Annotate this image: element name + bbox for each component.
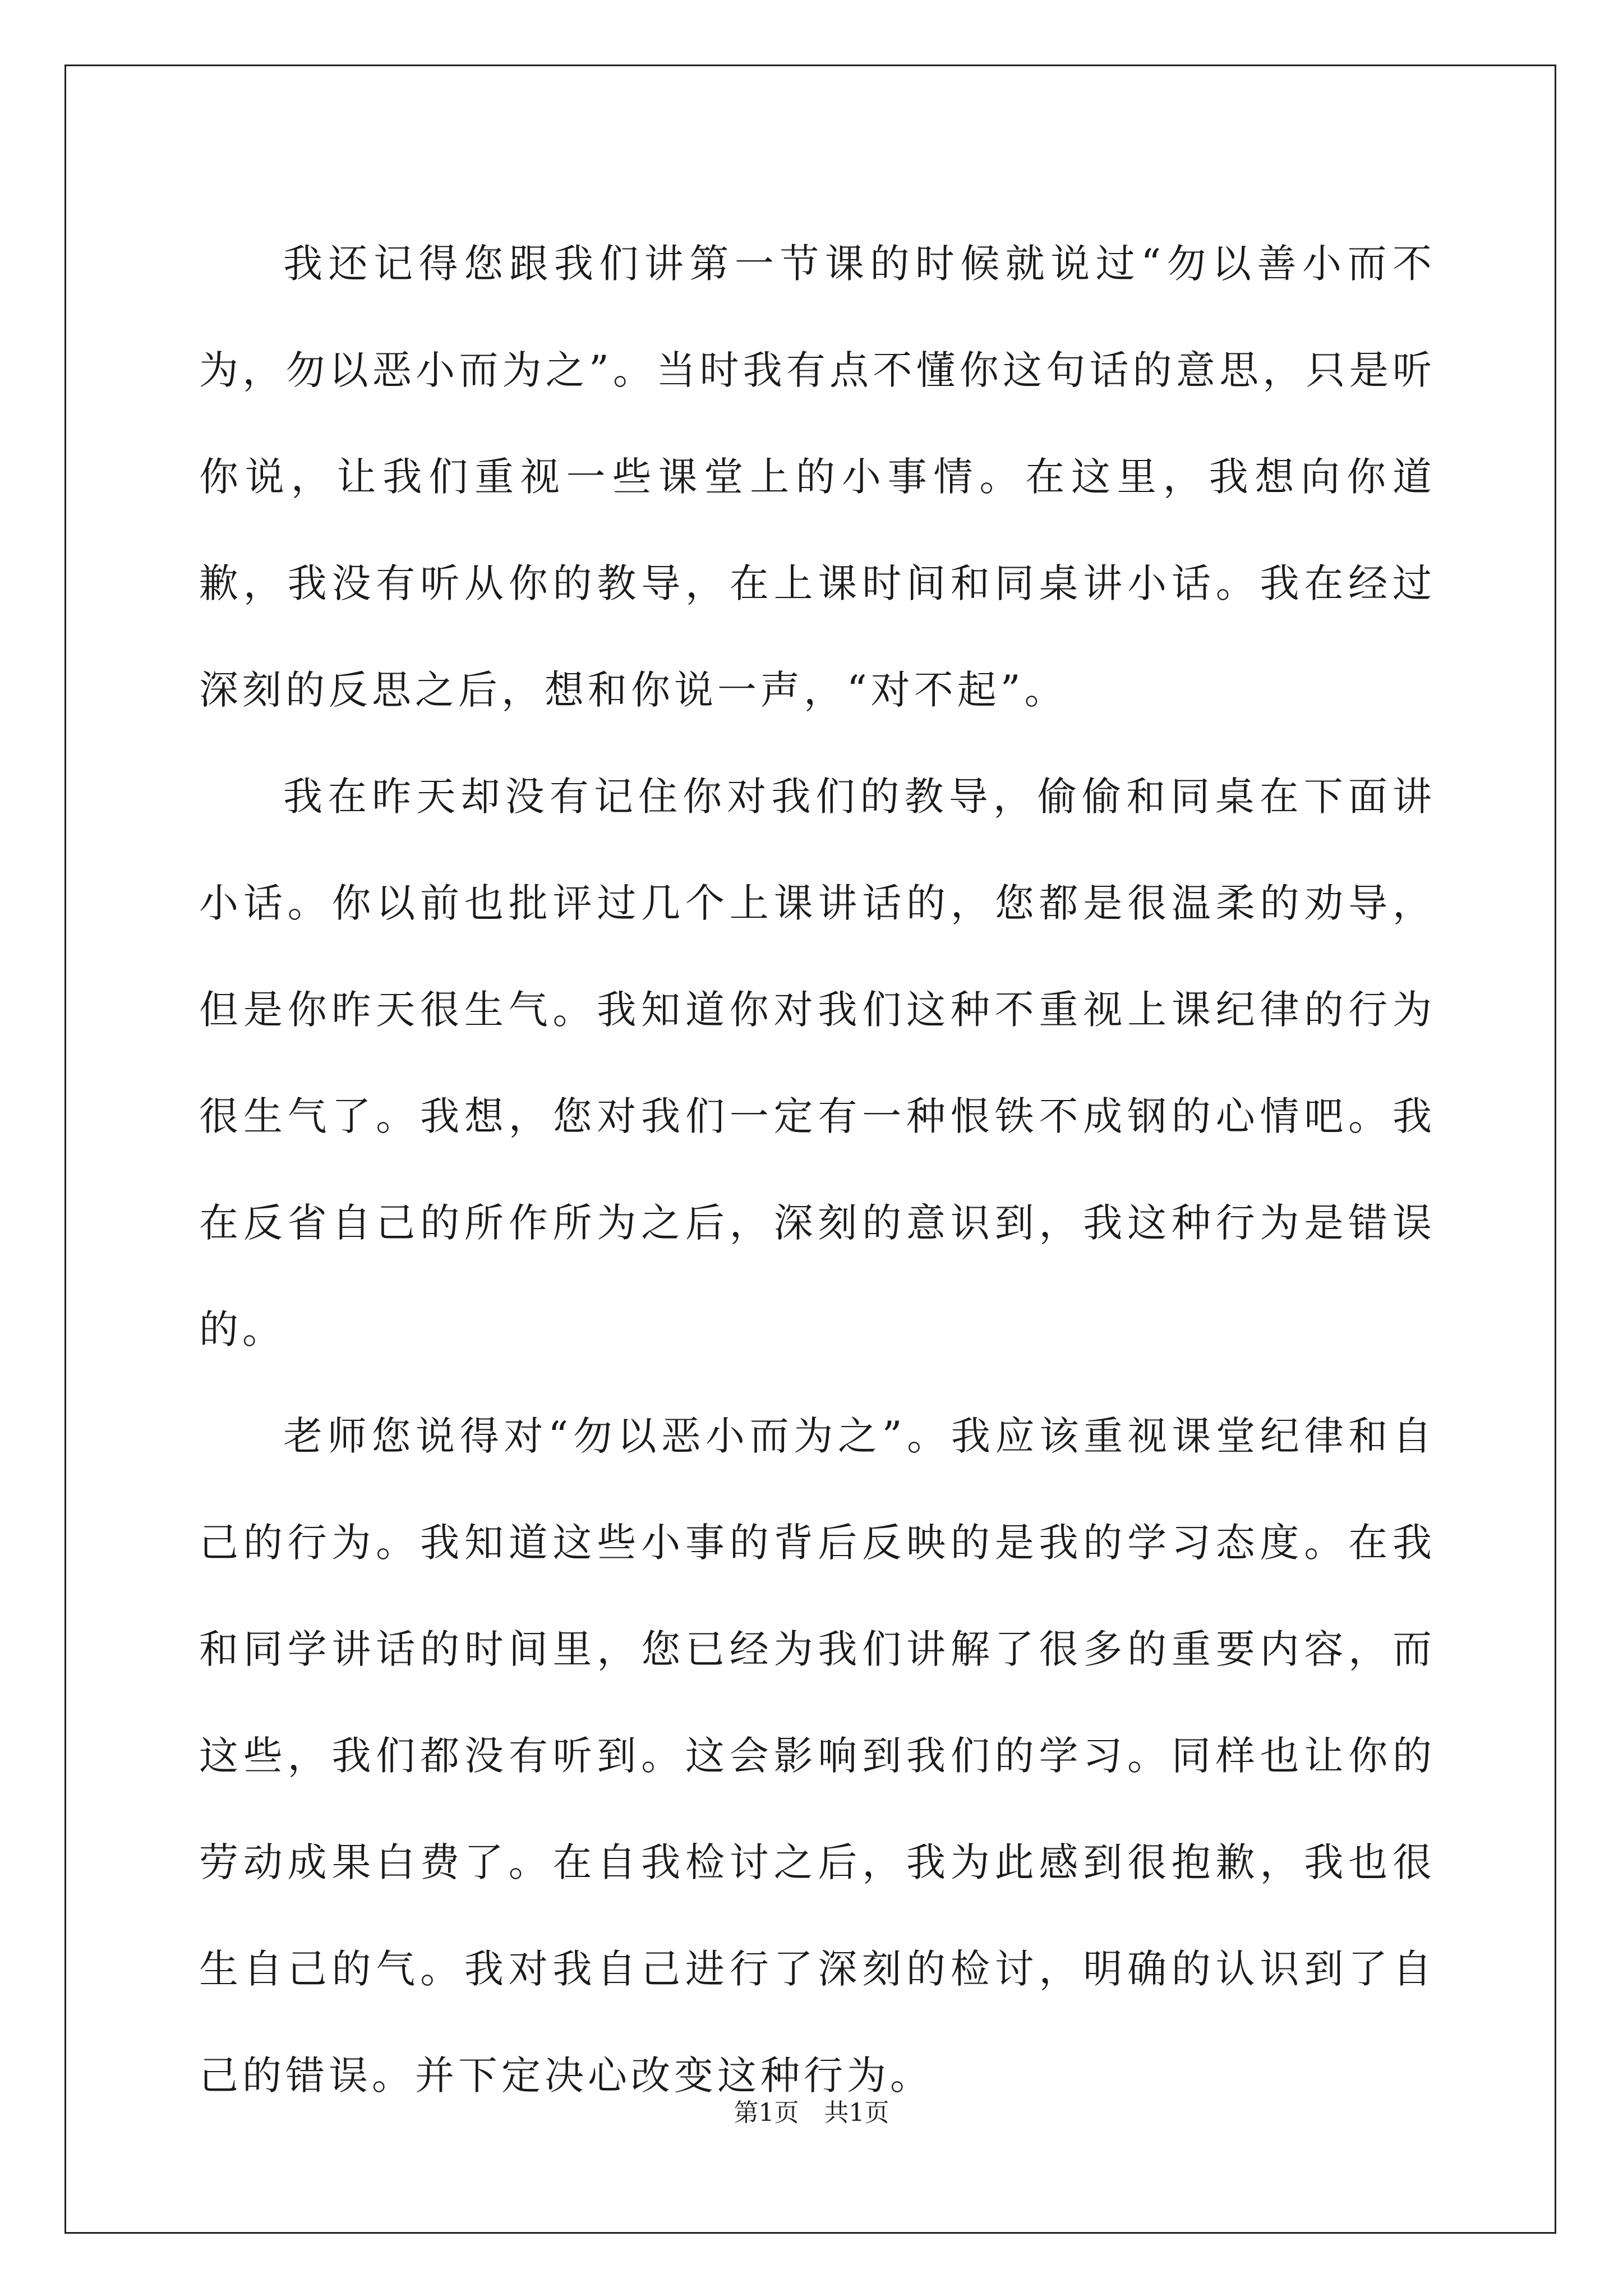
paragraph-1: 我还记得您跟我们讲第一节课的时候就说过“勿以善小而不为，勿以恶小而为之”。当时我有点不懂你这句话的意思，只是听你说，让我们重视一些课堂上的小事情。在这里，我想向你道歉，我没有听从你的教导，在上课时间和同桌讲小话。我在经过深刻的反思之后，想和你说一声，“对不起”。 bbox=[199, 241, 1436, 713]
paragraph-3: 老师您说得对“勿以恶小而为之”。我应该重视课堂纪律和自己的行为。我知道这些小事的背后反映的是我的学习态度。在我和同学讲话的时间里，您已经为我们讲解了很多的重要内容，而这些，我们都没有听到。这会影响到我们的学习。同样也让你的劳动成果白费了。在自我检讨之后，我为此感到很抱歉，我也很生自己的气。我对我自己进行了深刻的检讨，明确的认识到了自己的错误。并下定决心改变这种行为。 bbox=[199, 1413, 1436, 2099]
document-body bbox=[199, 210, 1436, 2129]
page-number-total: 共1页 bbox=[824, 2099, 889, 2127]
page-footer bbox=[0, 2096, 1623, 2130]
paragraph-2: 我在昨天却没有记住你对我们的教导，偷偷和同桌在下面讲小话。你以前也批评过几个上课讲话的，您都是很温柔的劝导，但是你昨天很生气。我知道你对我们这种不重视上课纪律的行为很生气了。我想，您对我们一定有一种恨铁不成钢的心情吧。我在反省自己的所作所为之后，深刻的意识到，我这种行为是错误的。 bbox=[199, 774, 1436, 1352]
page-number-current: 第1页 bbox=[734, 2099, 799, 2127]
